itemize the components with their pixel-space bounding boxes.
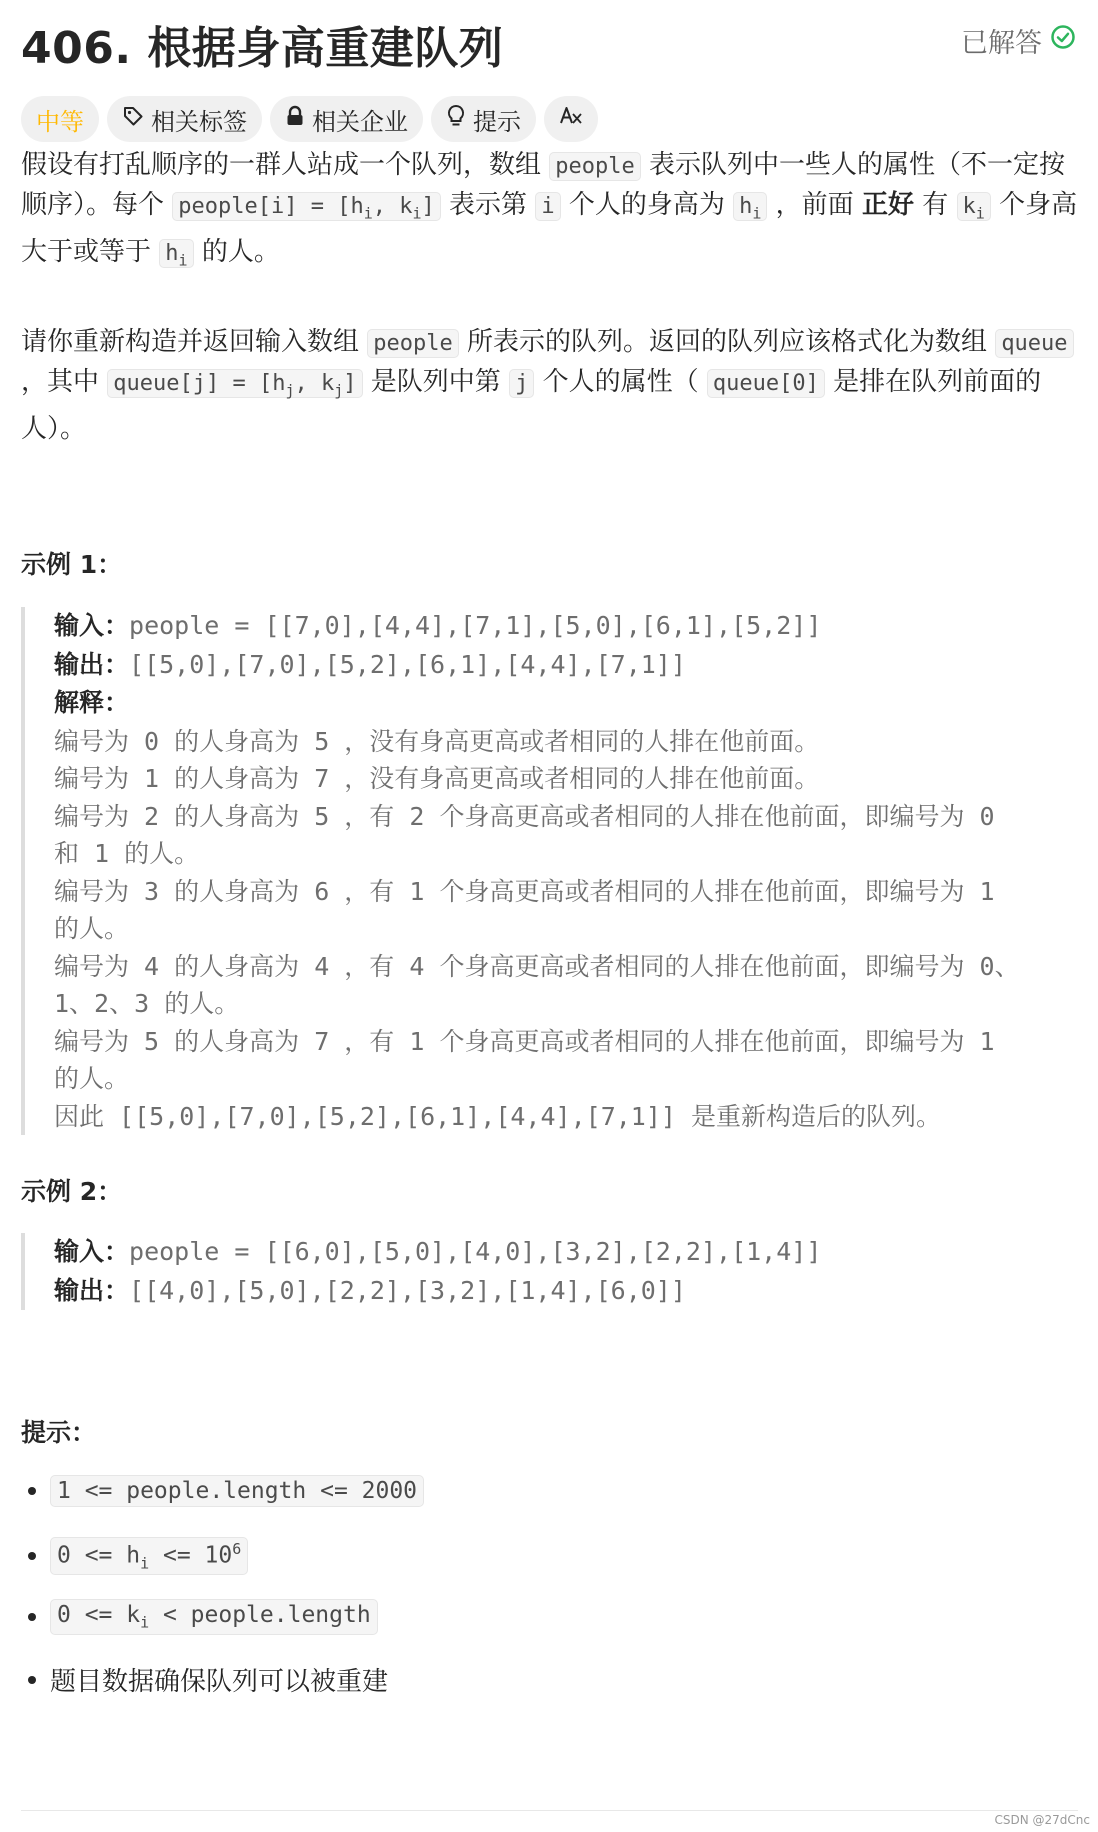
explain-line: 和 1 的人。 [54, 839, 200, 868]
bullet-icon [28, 1676, 36, 1684]
problem-title: 406. 根据身高重建队列 [21, 23, 504, 74]
constraint-code: 1 <= people.length <= 2000 [50, 1475, 424, 1507]
description-paragraph-2 [21, 323, 1081, 449]
output-label: 输出： [54, 650, 130, 679]
text: 是排在队列前面的人）。 [21, 367, 1042, 445]
constraint-item [21, 1537, 248, 1575]
text: 表示第 [449, 190, 528, 220]
example-2-input [54, 1233, 1098, 1272]
related-tags-label: 相关标签 [151, 107, 247, 136]
inline-code: i [535, 192, 560, 221]
divider [21, 1810, 1078, 1811]
example-1-title: 示例 1： [21, 550, 123, 579]
text: 所表示的队列。返回的队列应该格式化为数组 [467, 327, 988, 357]
explain-line: 的人。 [54, 1064, 130, 1093]
check-circle-icon [1050, 24, 1076, 57]
related-companies-label: 相关企业 [312, 107, 408, 136]
inline-code: people[i] = [$h_i$, $k_i$] [172, 192, 441, 221]
emphasis: 正好 [861, 190, 914, 220]
text: 的人。 [201, 237, 280, 268]
inline-code: people [549, 152, 640, 181]
input-label: 输入： [54, 612, 130, 640]
example-1-explain [54, 684, 1098, 723]
explain-line: 编号为 0 的人身高为 5 ，没有身高更高或者相同的人排在他前面。 [54, 726, 820, 756]
tag-icon [122, 105, 144, 133]
example-2-output [54, 1272, 1098, 1311]
bullet-icon [28, 1552, 36, 1560]
explain-line: 1、2、3 的人。 [54, 989, 240, 1018]
explain-line: 编号为 4 的人身高为 4 ，有 4 个身高更高或者相同的人排在他前面，即编号为 0、 [54, 951, 1020, 981]
constraint-item [21, 1661, 388, 1698]
related-companies-button[interactable] [270, 96, 423, 142]
constraint-item [21, 1599, 378, 1635]
text: 是队列中第 [370, 367, 501, 397]
example-2-block [21, 1233, 1098, 1310]
text: 表示队列中一些人的属性（不一定按顺序）。每个 [21, 150, 1066, 220]
text: 请你重新构造并返回输入数组 [21, 327, 360, 357]
difficulty-label: 中等 [36, 107, 84, 136]
input-label: 输入： [54, 1238, 130, 1266]
explain-line: 因此 [[5,0],[7,0],[5,2],[6,1],[4,4],[7,1]] 是重新构造后的队列。 [54, 1101, 942, 1131]
input-value: people = [[6,0],[5,0],[4,0],[3,2],[2,2],[1,4]] [129, 1237, 822, 1266]
inline-code: $k_i$ [957, 192, 991, 221]
text: 个身高大于或等于 [21, 190, 1078, 268]
solved-label: 已解答 [961, 27, 1042, 59]
bullet-icon [28, 1613, 36, 1621]
constraint-code: $0 <= k_i$ < people.length [50, 1599, 378, 1635]
tag-bar [21, 96, 598, 142]
constraint-text: 题目数据确保队列可以被重建 [50, 1667, 389, 1697]
inline-code: j [509, 369, 534, 398]
watermark: CSDN @27dCnc [994, 1813, 1090, 1827]
input-value: people = [[7,0],[4,4],[7,1],[5,0],[6,1],[5,2]] [129, 611, 822, 640]
solved-status [961, 20, 1076, 60]
description-paragraph-1 [21, 146, 1081, 281]
example-2-title: 示例 2： [21, 1177, 123, 1206]
text: 个人的身高为 [568, 190, 725, 220]
output-label: 输出： [54, 1276, 130, 1305]
output-value: [[5,0],[7,0],[5,2],[6,1],[4,4],[7,1]] [129, 649, 686, 679]
text: 个人的属性（ [542, 367, 699, 397]
text: ，其中 [21, 367, 100, 397]
inline-code: queue[j] = [$h_j$, $k_j$] [107, 369, 362, 398]
text: 假设有打乱顺序的一群人站成一个队列，数组 [21, 150, 542, 180]
difficulty-badge [21, 96, 99, 142]
translate-button[interactable] [544, 96, 598, 142]
output-value: [[4,0],[5,0],[2,2],[3,2],[1,4],[6,0]] [129, 1275, 686, 1305]
inline-code: $h_i$ [733, 192, 767, 221]
lightbulb-icon [446, 104, 466, 134]
explain-line: 的人。 [54, 914, 130, 943]
explain-line: 编号为 1 的人身高为 7 ，没有身高更高或者相同的人排在他前面。 [54, 764, 820, 793]
inline-code: people [367, 329, 458, 358]
text: 有 [922, 190, 949, 220]
example-1-output [54, 646, 1098, 685]
constraint-item [21, 1475, 424, 1507]
hint-button[interactable] [431, 96, 536, 142]
constraints-title: 提示： [21, 1418, 97, 1447]
related-tags-button[interactable] [107, 96, 262, 142]
explain-line: 编号为 3 的人身高为 6 ，有 1 个身高更高或者相同的人排在他前面，即编号为 1 [54, 876, 995, 906]
example-1-block [21, 607, 1098, 1135]
explain-line: 编号为 2 的人身高为 5 ，有 2 个身高更高或者相同的人排在他前面，即编号为 0 [54, 801, 995, 831]
lock-icon [285, 105, 305, 133]
bullet-icon [28, 1487, 36, 1495]
inline-code: queue[0] [707, 369, 825, 398]
example-1-input [54, 607, 1098, 646]
inline-code: $h_i$ [159, 239, 193, 268]
explain-line: 编号为 5 的人身高为 7 ，有 1 个身高更高或者相同的人排在他前面，即编号为 1 [54, 1026, 995, 1056]
text: ，前面 [775, 190, 854, 220]
hint-label: 提示 [473, 107, 521, 136]
explain-label: 解释： [54, 689, 130, 717]
inline-code: queue [995, 329, 1073, 358]
constraint-code: $0 <= h_i <= 10^6$ [50, 1537, 248, 1575]
translate-icon [559, 105, 583, 133]
